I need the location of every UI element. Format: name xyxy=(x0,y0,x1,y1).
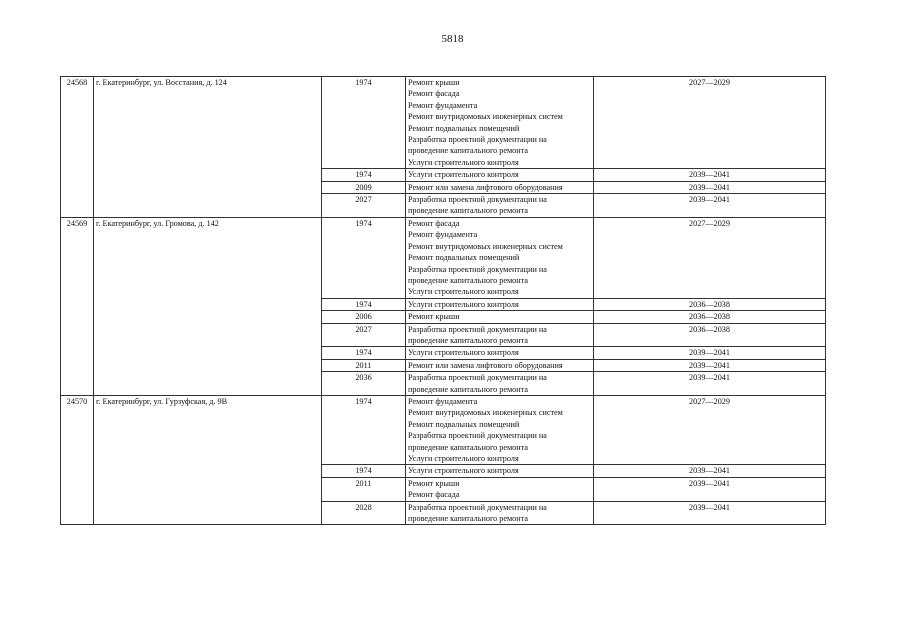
planned-period: 2039—2041 xyxy=(594,372,826,396)
page-number: 5818 xyxy=(441,33,464,45)
house-number: 24568 xyxy=(61,77,94,218)
repair-year: 1974 xyxy=(322,347,406,359)
repair-year: 2006 xyxy=(322,311,406,323)
repair-works xyxy=(406,169,594,181)
repair-works xyxy=(406,77,594,169)
planned-period: 2039—2041 xyxy=(594,477,826,501)
repair-year: 1974 xyxy=(322,465,406,477)
repair-year: 1974 xyxy=(322,77,406,169)
repair-works xyxy=(406,477,594,501)
repair-year: 1974 xyxy=(322,395,406,464)
work-item: Услуги строительного контроля xyxy=(408,466,519,476)
repair-works xyxy=(406,181,594,193)
repair-works xyxy=(406,311,594,323)
house-number: 24570 xyxy=(61,395,94,524)
table-row xyxy=(61,217,826,298)
work-item: проведение капитального ремонта xyxy=(408,384,528,394)
work-item: Ремонт фундамента xyxy=(408,230,478,240)
work-item: Разработка проектной документации на xyxy=(408,264,547,274)
work-item: Ремонт фасада xyxy=(408,218,460,228)
repair-year: 1974 xyxy=(322,298,406,310)
repair-year: 1974 xyxy=(322,169,406,181)
work-item: Услуги строительного контроля xyxy=(408,287,519,297)
table-row xyxy=(61,395,826,464)
work-item: проведение капитального ремонта xyxy=(408,514,528,524)
repair-works xyxy=(406,347,594,359)
work-item: Ремонт подвальных помещений xyxy=(408,419,520,429)
planned-period: 2039—2041 xyxy=(594,181,826,193)
repair-works xyxy=(406,465,594,477)
work-item: Услуги строительного контроля xyxy=(408,170,519,180)
repair-year: 2027 xyxy=(322,323,406,347)
repair-year: 2036 xyxy=(322,372,406,396)
planned-period: 2039—2041 xyxy=(594,194,826,218)
planned-period: 2039—2041 xyxy=(594,347,826,359)
work-item: Разработка проектной документации на xyxy=(408,373,547,383)
planned-period: 2027—2029 xyxy=(594,77,826,169)
work-item: Услуги строительного контроля xyxy=(408,299,519,309)
repair-works xyxy=(406,359,594,371)
repair-year: 2027 xyxy=(322,194,406,218)
work-item: Услуги строительного контроля xyxy=(408,348,519,358)
work-item: Услуги строительного контроля xyxy=(408,157,519,167)
work-item: проведение капитального ремонта xyxy=(408,335,528,345)
work-item: проведение капитального ремонта xyxy=(408,146,528,156)
planned-period: 2036—2038 xyxy=(594,311,826,323)
work-item: Ремонт фасада xyxy=(408,490,460,500)
repair-works xyxy=(406,323,594,347)
repair-year: 1974 xyxy=(322,217,406,298)
repair-works xyxy=(406,298,594,310)
repair-works xyxy=(406,217,594,298)
work-item: Ремонт фундамента xyxy=(408,100,478,110)
table-body xyxy=(61,77,826,525)
repair-works xyxy=(406,194,594,218)
work-item: Ремонт фундамента xyxy=(408,396,478,406)
work-item: Ремонт внутридомовых инженерных систем xyxy=(408,112,563,122)
work-item: Разработка проектной документации на xyxy=(408,195,547,205)
work-item: проведение капитального ремонта xyxy=(408,206,528,216)
house-address: г. Екатеринбург, ул. Гурзуфская, д. 9В xyxy=(94,395,322,524)
work-item: Ремонт подвальных помещений xyxy=(408,123,520,133)
repair-works xyxy=(406,372,594,396)
work-item: Ремонт крыши xyxy=(408,78,460,87)
work-item: Ремонт крыши xyxy=(408,478,460,488)
planned-period: 2039—2041 xyxy=(594,359,826,371)
planned-period: 2036—2038 xyxy=(594,298,826,310)
work-item: Ремонт или замена лифтового оборудования xyxy=(408,360,563,370)
work-item: Ремонт крыши xyxy=(408,312,460,322)
work-item: Ремонт внутридомовых инженерных систем xyxy=(408,241,563,251)
table-row xyxy=(61,77,826,169)
work-item: Разработка проектной документации на xyxy=(408,135,547,145)
repair-year: 2011 xyxy=(322,359,406,371)
repair-year: 2028 xyxy=(322,501,406,525)
work-item: Услуги строительного контроля xyxy=(408,454,519,463)
repair-works xyxy=(406,395,594,464)
house-address: г. Екатеринбург, ул. Громова, д. 142 xyxy=(94,217,322,395)
work-item: Ремонт или замена лифтового оборудования xyxy=(408,182,563,192)
house-number: 24569 xyxy=(61,217,94,395)
capital-repair-table xyxy=(60,76,826,525)
repair-works xyxy=(406,501,594,525)
planned-period: 2027—2029 xyxy=(594,395,826,464)
repair-year: 2011 xyxy=(322,477,406,501)
work-item: Ремонт подвальных помещений xyxy=(408,253,520,263)
repair-year: 2009 xyxy=(322,181,406,193)
planned-period: 2036—2038 xyxy=(594,323,826,347)
work-item: проведение капитального ремонта xyxy=(408,275,528,285)
planned-period: 2039—2041 xyxy=(594,501,826,525)
planned-period: 2039—2041 xyxy=(594,465,826,477)
planned-period: 2027—2029 xyxy=(594,217,826,298)
work-item: Ремонт фасада xyxy=(408,89,460,99)
work-item: Разработка проектной документации на xyxy=(408,431,547,441)
house-address: г. Екатеринбург, ул. Восстания, д. 124 xyxy=(94,77,322,218)
work-item: Разработка проектной документации на xyxy=(408,324,547,334)
planned-period: 2039—2041 xyxy=(594,169,826,181)
work-item: Ремонт внутридомовых инженерных систем xyxy=(408,408,563,418)
work-item: Разработка проектной документации на xyxy=(408,502,547,512)
work-item: проведение капитального ремонта xyxy=(408,442,528,452)
